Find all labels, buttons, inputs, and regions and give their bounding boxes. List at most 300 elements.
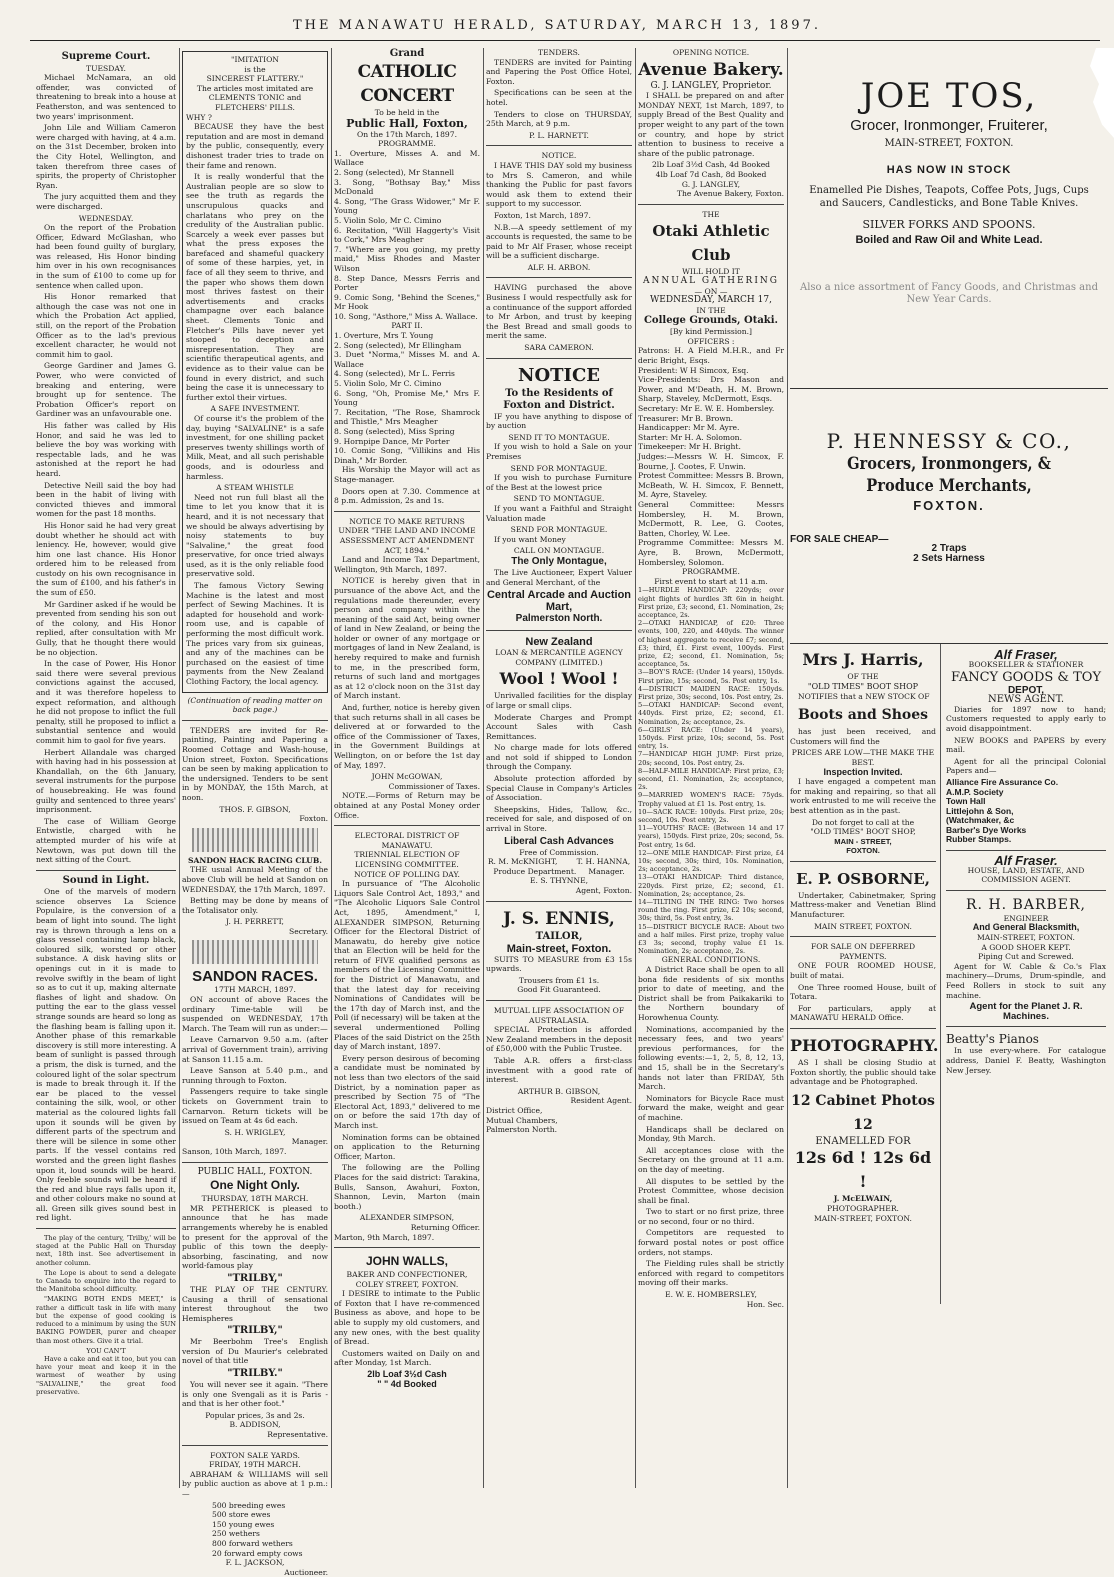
ad-text: Betting may be done by means of the Totalisator only. [182, 896, 328, 915]
signature-role: Hon. Sec. [746, 1299, 784, 1309]
shop-title: R. H. BARBER, [966, 896, 1086, 913]
spacer [790, 563, 1108, 644]
officer-line: President: W H Simcox, Esq. [638, 365, 749, 375]
column-2 [182, 48, 328, 1577]
ad-text: NEW BOOKS and PAPERS by every mail. [946, 735, 1106, 755]
horse-racing-illustration [192, 828, 318, 852]
section-title: Sound in Light. [62, 874, 150, 886]
notice-text: Foxton, 1st March, 1897. [494, 210, 591, 220]
play-title: "TRILBY," [227, 1325, 283, 1337]
condition-text: Handicaps shall be declared on Monday, 9th March. [638, 1124, 784, 1144]
section-title: Supreme Court. [61, 51, 151, 62]
ad-small: IN THE [696, 305, 726, 315]
signature-location: The Avenue Bakery, Foxton. [676, 189, 784, 199]
ad-text: If you want Money [494, 534, 566, 544]
separator [334, 1247, 480, 1248]
notice-title: TENDERS. [538, 48, 580, 57]
article-paragraph: His father was called by His Honor, and said he was led to believe the boy was working with respectable lads, and he was astonished at the report he had heard. [36, 420, 176, 478]
ad-title: MUTUAL LIFE ASSOCIATION OF AUSTRALASIA. [493, 1005, 625, 1025]
event-item: 1—HURDLE HANDICAP: 220yds; over eight flights of hurdles 3ft 6in in height. First prize, £3; second, £1. Nomination, 2s; acceptance, 2s. [638, 586, 784, 619]
programme-item: 4. Song (selected), Mr L. Ferris [334, 369, 455, 379]
ad-heading: A STEAM WHISTLE [216, 483, 294, 493]
right-subcolumn [946, 644, 1106, 1077]
notice-text: Every person desirous of becoming a candidate must be nominated by not less than two electors of the said District, by a nomination paper as prescribed by Section 75 of "The Electoral Act, 1893," delivered to me on or before the said 17th day of March inst. [334, 1053, 480, 1130]
column-4 [486, 48, 632, 1488]
event-item: 2—OTAKI HANDICAP, of £20: Three events, 100, 220, and 440yds. The winner of highest aggregate to receive £7; second, £3; third, £1. First event, 100yds. First prize, £2; second, £1. Nomination, 5s; acceptance, 5s. [638, 619, 784, 669]
programme-item: 3. Duet "Norma," Misses M. and A. Wallace [334, 350, 480, 369]
company-location: FOXTON. [913, 497, 985, 513]
notice-text: NOTICE is hereby given that in pursuance of the above Act, and the regulations made thereunder, every person and company within the meaning of the said Act, being owner of land in New Zealand, or being the holder or owner of any mortgage or mortgages of land in New Zealand, is hereby required to make and furnish to me, in the prescribed form, returns of such land and mortgages as at 12 o'clock noon on the 31st day of March instant. [334, 576, 480, 701]
programme-item: 8. Step Dance, Messrs Ferris and Porter [334, 273, 480, 293]
play-title: "TRILBY." [227, 1368, 283, 1380]
ad-text: His Worship the Mayor will act as Stage-manager. [334, 465, 480, 484]
spacer [790, 389, 1108, 429]
news-item: Have a cake and eat it too, but you can have your meat and keep it in the warmest of weather by using "SALVALINE," the great food preservative. [36, 1354, 176, 1396]
notice-big-title: NOTICE [518, 364, 600, 386]
ad-small: [By kind Permission.] [669, 327, 753, 337]
ad-text: The Live Auctioneer, Expert Valuer and General Merchant, of the [486, 567, 632, 587]
sale-item: 250 wethers [212, 1529, 260, 1539]
notice-text: And, further, notice is hereby given that such returns shall in all cases be delivered at or forwarded to the office of the Commissioner of Taxes, in the Government Buildings at Wellington, on or before the 1st day of May, 1897. [334, 703, 480, 770]
officer-line: Handicapper: Mr M. Ayre. [638, 423, 740, 433]
ad-text: I SHALL be prepared on and after MONDAY NEXT, 1st March, 1897, to supply Bread of the Best Quality and proper weight to any part of the town or country, and hope by strict attention to business to receive a share of the public patronage. [638, 91, 784, 158]
signature: SARA CAMERON. [524, 343, 594, 353]
agency-item: Littlejohn & Son, [946, 805, 1014, 816]
sale-item: 150 young ewes [212, 1519, 275, 1529]
programme-item: 2. Song (selected), Mr Stannell [334, 167, 455, 177]
condition-text: All acceptances close with the Secretary on the ground at 11 a.m. on the day of meeting. [638, 1145, 784, 1174]
concert-title: CATHOLIC CONCERT [357, 62, 457, 106]
ad-text: It is really wonderful that the Australian people are so slow to see the truth as regards the unscrupulous quacks and charlatans who prey on the credulity of the Australian public. Scarcely a week ever passes but what the press exposes the barefaced and shameful quackery of some of these harpies, yet, in face of all they seem to thrive, and the paper who shows them down most thrives fastest on their advertisements and cracks champagne over each balance sheet. Clements Tonic and Fletcher's Pills have never yet stooped to deception and misrepresentation. They are scientific therapeutical agents, and evidence as to their value can be found in every district, and such being the case it is unnecessary to further extol their virtues. [186, 172, 324, 402]
ad-subtitle: HOUSE, LAND, ESTATE, AND [967, 865, 1085, 875]
imitation-ad [182, 51, 328, 693]
shop-title: Alf Fraser, [994, 647, 1058, 663]
separator [486, 1000, 632, 1001]
signature-role: Returning Officer. [410, 1222, 480, 1232]
stock-item: Boiled and Raw Oil and White Lead. [855, 233, 1043, 246]
event-item: 8—HALF-MILE HANDICAP: First prize, £3; second, £1. Nomination, 2s; acceptance, 2s. [638, 766, 784, 792]
article-paragraph: The jury acquitted them and they were discharged. [36, 192, 176, 211]
ad-date: 17TH MARCH, 1897. [214, 985, 296, 995]
article-paragraph: John Lile and William Cameron were charged with having, at 4 a.m. on the 31st December, broken into the City Hotel, Wellington, and taken therefrom three cases of spirits, the property of Christopher Ryan. [36, 123, 176, 190]
separator [334, 511, 480, 512]
notice-text: Specifications can be seen at the hotel. [486, 88, 632, 107]
article-paragraph: Detective Neill said the boy had been in the habit of living with convicted thieves and immoral women for the past 18 months. [36, 480, 176, 519]
article-paragraph: His Honor remarked that although the case was not one in which the Probation Act applied, still, on the report of the Probation Officer as to the lad's previous excellent character, he would not commit him to gaol. [36, 292, 176, 359]
agency-item: Barber's Dye Works [946, 824, 1027, 835]
officer-line: Programme Committee: Messrs M. Ayre, B. Brown, McDermott, Hombersley, Solomon. [638, 538, 784, 567]
ad-text: AS I shall be closing Studio at Foxton shortly, the public should take advantage and be Photographed. [790, 1058, 936, 1087]
ad-text: If you wish to hold a Sale on your Premises [486, 442, 632, 461]
ad-text: Absolute protection afforded by Special Clause in Company's Articles of Association. [486, 774, 632, 803]
ad-text: THE usual Annual Meeting of the above Club will be held at Sandon on WEDNESDAY, the 17th March, 1897. [182, 865, 328, 894]
ad-address: MAIN-STREET, FOXTON. [977, 933, 1075, 943]
signature-role: Resident Agent. [570, 1096, 632, 1106]
ad-location: COLEY STREET, FOXTON. [355, 1279, 459, 1289]
ad-text: In use every-where. For catalogue address, Daniel F. Beatty, Washington New Jersey. [946, 1046, 1106, 1075]
stock-heading: HAS NOW IN STOCK [886, 164, 1012, 176]
separator [36, 870, 176, 871]
events-list [638, 586, 784, 955]
shop-title: JOE TOS, [860, 76, 1038, 116]
signature: R. M. McKNIGHT, T. H. HANNA, [487, 857, 631, 867]
programme-heading: PROGRAMME. [682, 567, 740, 577]
programme-item: 9. Comic Song, "Behind the Scenes," Mr Hook [334, 292, 480, 312]
stock-note: Also a nice assortment of Fancy Goods, and Christmas and New Year Cards. [800, 281, 1098, 305]
sale-item: 2 Sets Harness [913, 552, 985, 564]
ad-address: District Office, [486, 1105, 543, 1115]
agency-item: Rubber Stamps. [946, 834, 1012, 845]
ad-subtitle: COMMISSION AGENT. [981, 875, 1071, 885]
programme-item: 7. "Where are you going, my pretty maid," Miss Rhodes and Master Wilson [334, 244, 480, 273]
programme-item: 1. Overture, Misses A. and M. Wallace [334, 148, 480, 168]
ad-heading: FLETCHERS' PILLS. [215, 102, 295, 112]
ad-heading: CLEMENTS TONIC and [208, 93, 302, 103]
signature: ALEXANDER SIMPSON, [359, 1213, 455, 1223]
ad-subtitle: One Night Only. [210, 1178, 300, 1193]
notice-subtitle: Foxton and District. [503, 399, 615, 411]
company-title: P. HENNESSY & CO., [826, 428, 1072, 453]
condition-text: All disputes to be settled by the Protest Committee, whose decision shall be final. [638, 1176, 784, 1205]
separator [946, 850, 1106, 851]
ad-text: THE PLAY OF THE CENTURY. Causing a thrill of sensational interest throughout the two Hemispheres [182, 1284, 328, 1323]
article-paragraph: Michael McNamara, an old offender, was convicted of threatening to break into a house at Featherston, and was sentenced to two years' imprisonment. [36, 73, 176, 121]
separator [790, 861, 936, 862]
column-divider [635, 48, 636, 1488]
article-paragraph: On the report of the Probation Officer, Edward McGlashan, who had been found guilty of burglary, was released, His Honor binding him over in his own recognisances in the sum of £100 to come up for sentence when called upon. [36, 223, 176, 290]
notice-text: Nomination forms can be obtained on application to the Returning Officer, Marton. [334, 1132, 480, 1161]
signature: E. W. E. HOMBERSLEY, [665, 1290, 757, 1300]
programme-item: 10. Song, "Asthore," Miss A. Wallace. [334, 311, 478, 321]
separator [182, 1445, 328, 1446]
ad-headline: Beatty's Pianos [946, 1032, 1039, 1047]
left-subcolumn [790, 644, 939, 1223]
shop-title: Alf Fraser. [994, 853, 1058, 869]
article-paragraph: Herbert Allandale was charged with having had in his possession at Khandallah, on the 6th January, several instruments for the purpose of housebreaking. He was found guilty and sentenced to three years' imprisonment. [36, 747, 176, 815]
ad-date: WEDNESDAY, MARCH 17, [650, 295, 772, 306]
separator [638, 204, 784, 205]
ad-headline: FANCY GOODS & TOY [950, 669, 1102, 685]
notice-text: HAVING purchased the above Business I would respectfully ask for a continuance of the support afforded to Mr Arbon, and trust by keeping the Best Bread and small goods to merit the same. [486, 283, 632, 341]
notice-subtitle: TRIENNIAL ELECTION OF LICENSING COMMITTEE. [354, 850, 460, 869]
ad-subtitle: BAKER AND CONFECTIONER, [346, 1270, 468, 1280]
ad-text: BECAUSE they have the best reputation and are most in demand by the public, consequently, every dishonest trader tries to trade on their fame and renown. [186, 122, 324, 170]
tender-text: TENDERS are invited for Re-painting, Painting and Papering a Roomed Cottage and Wash-house, Union street, Foxton. Specifications can be seen by making application to the undersigned. Tenders to be sent in by MONDAY, the 15th March, at noon. [182, 725, 328, 802]
separator [182, 720, 328, 721]
ad-small: — ON — [694, 286, 728, 296]
notice-title: NOTICE. [541, 151, 577, 161]
ad-text: ON account of above Races the ordinary Time-table will be suspended on WEDNESDAY, 17th March. The Team will run as under:— [182, 995, 328, 1033]
programme-heading: PROGRAMME. [378, 139, 436, 149]
ad-text: Undertaker, Cabinetmaker, Spring Mattress-maker and Venetian Blind Manufacturer. [790, 890, 936, 920]
ad-text: WHY ? [186, 112, 212, 122]
ad-text: ONE FOUR ROOMED HOUSE, built of matai. [790, 961, 936, 981]
notice-text: N.B.—A speedy settlement of my accounts is requested, the same to be paid to Mr Alf Fraser, whose receipt will be a sufficient discharge. [486, 222, 632, 261]
ad-text: I have engaged a competent man for making and repairing, so that all work entrusted to me will receive the best attention as in the past. [790, 777, 936, 815]
event-item: 5—OTAKI HANDICAP: Second event, 440yds. First prize, £2; second, £1. Nomination, 2s; acceptance, 2s. [638, 701, 784, 726]
ad-address: Palmerston North. [486, 1125, 558, 1135]
notice-text: In pursuance of "The Alcoholic Liquors Sale Control Act, 1893," and "The Alcoholic Liquors Sale Control Act, 1895, Amendment," I, ALEXANDER SIMPSON, Returning Officer for the Electoral District of Manawatu, do hereby give notice that an Election will be held for the return of FIVE qualified persons as members of the Licensing Committee for the District of Manawatu, and that the latest day for receiving Nominations of Candidates will be the 17th day of March inst, and the Poll (if necessary) will be taken at the several undermentioned Polling Places of the said District on the 25th day of March instant, 1897. [334, 879, 480, 1052]
ad-callout: CALL ON MONTAGUE. [513, 546, 605, 556]
ad-text: If you wish to purchase Furniture of the Best at the lowest price [486, 473, 632, 492]
programme-item: 5. Violin Solo, Mr C. Cimino [334, 379, 442, 389]
signature: P. L. HARNETT. [529, 130, 589, 140]
agency-item: Alliance Fire Assurance Co. [946, 776, 1059, 787]
news-item: The play of the century, 'Trilby,' will be staged at the Public Hall on Thursday next, 18th inst. See advertisement in another column. [36, 1234, 176, 1267]
ad-address: FOXTON. [846, 846, 880, 856]
ad-text: A GOOD SHOER KEPT. [981, 942, 1071, 952]
ad-subtitle: NEWS AGENT. [988, 694, 1064, 706]
shop-title: E. P. OSBORNE, [796, 869, 930, 888]
spacer [790, 48, 1108, 76]
condition-text: Nominators for Bicycle Race must forward the make, weight and gear of machine. [638, 1093, 784, 1122]
programme-list [334, 149, 480, 322]
ad-title: Liberal Cash Advances [504, 835, 614, 847]
ad-subtitle: TAILOR, [535, 930, 583, 942]
officer-line: Patrons: H. A Field M.H.R., and Fr deric Bright, Esqs. [638, 346, 784, 366]
programme-item: 4. Song, "The Grass Widower," Mr F. Young [334, 196, 480, 216]
ad-heading: The articles most imitated are [196, 83, 314, 93]
ad-subtitle: And General Blacksmith, [972, 922, 1080, 933]
stock-list: Enamelled Pie Dishes, Teapots, Coffee Pots, Jugs, Cups and Saucers, Candlesticks, and Bone Table Knives. [809, 184, 1089, 209]
photo-title: PHOTOGRAPHY. [790, 1036, 939, 1055]
signature: J. H. PERRETT, [226, 917, 284, 927]
play-title: "TRILBY," [227, 1272, 283, 1284]
signature: G. J. LANGLEY, [681, 179, 741, 189]
ad-address: MAIN - STREET, [834, 836, 892, 846]
programme-item: 2. Song (selected), Mr Ellingham [334, 340, 462, 350]
ad-text: Leave Carnarvon 9.50 a.m. (after arrival of Government train), arriving at Sanson 11.15 a.m. [182, 1035, 328, 1064]
signature: F. L. JACKSON, [225, 1558, 285, 1568]
event-item: 10—SACK RACE: 100yds. First prize, 20s; second, 10s. Post entry, 2s. [638, 807, 784, 824]
separator [486, 277, 632, 278]
continuation-note: (Continuation of reading matter on back page.) [187, 695, 323, 715]
signature: THOS. F. GIBSON, [219, 804, 291, 814]
ad-text: For particulars, apply at MANAWATU HERALD Office. [790, 1003, 936, 1023]
ad-title: The Only Montague, [511, 555, 607, 567]
separator [946, 890, 1106, 891]
ad-address: Mutual Chambers, [486, 1115, 558, 1125]
ad-text: "OLD TIMES" BOOT SHOP, [810, 827, 916, 837]
column-1 [36, 48, 176, 1488]
column-6 [790, 48, 1108, 1488]
programme-item: 3. Song, "Bothsay Bay," Miss McDonald [334, 177, 480, 197]
separator [36, 1228, 176, 1229]
event-item: 11—YOUTHS' RACE: (Between 14 and 17 years), 150yds. First prize, 20s; second, 5s. Post entry, 1s 6d. [638, 824, 784, 849]
shop-address: MAIN-STREET, FOXTON. [884, 138, 1014, 149]
signature-role: Agent, Foxton. [575, 886, 632, 895]
article-paragraph: The case of William George Entwistle, charged with he attempted murder of his wife at Newtown, was put down till the next sitting of the Court. [36, 816, 176, 865]
event-item: 4—DISTRICT MAIDEN RACE: 150yds. First prize, 30s; second, 10s. Post entry, 2s. [638, 684, 784, 701]
ad-title: PUBLIC HALL, FOXTON. [197, 1166, 313, 1177]
sale-list [182, 1501, 328, 1559]
proprietor: G. J. LANGLEY, Proprietor. [650, 80, 772, 91]
price-line: 2lb Loaf 3½d Cash [367, 1369, 447, 1380]
ad-heading: "IMITATION [231, 55, 279, 64]
officer-line: Treasurer: Mr B. Brown. [638, 413, 734, 423]
ad-text: has just been received, and Customers will find the [790, 727, 936, 746]
programme-note: First event to start at 11 a.m. [654, 576, 768, 586]
notice-text: TENDERS are invited for Painting and Papering the Post Office Hotel, Foxton. [486, 57, 632, 86]
signature: ALF. H. ARBON. [527, 262, 591, 272]
ad-title: FOXTON SALE YARDS. [210, 1450, 300, 1460]
signature-role: Produce Department. Manager. [493, 866, 625, 876]
ad-text: Agent for W. Cable & Co.'s Flax machinery—Drums, Drum-spindle, and Feed Rollers in stock to suit any machine. [946, 961, 1106, 1000]
ad-prices: Popular prices, 3s and 2s. [205, 1410, 305, 1420]
ad-text: Mr Beerbohm Tree's English version of Du Maurier's celebrated novel of that title [182, 1337, 328, 1366]
article-paragraph: In the case of Power, His Honor said there were several previous convictions against the accused, and it was therefore hopeless to expect reformation, and although he did not propose to inflict the full penalty, still he proposed to inflict a substantial sentence and would commit him to gaol for five years. [36, 659, 176, 745]
ad-text: Piping Cut and Screwed. [978, 952, 1074, 962]
ad-text: Do not forget to call at the [811, 817, 915, 827]
ad-sub: Free of Commission. [519, 847, 599, 857]
officer-line: Protest Committee: Messrs B. Brown, McBeath, W. H. Simcox, F. Bennett, M. Ayre, Staveley. [638, 471, 784, 500]
event-item: 14—TILTING IN THE RING: Two horses round the ring. First prize, £2 10s; second, 30s; third, 5s. Post entry, 3s. [638, 898, 784, 923]
ad-text: Doors open at 7.30. Commence at 8 p.m. Admission, 2s and 1s. [334, 486, 480, 506]
officer-line: Timekeeper: Mr H. Bright. [638, 442, 741, 452]
article-paragraph: One of the marvels of modern science observes La Science Populaire, is the conversion of a beam of light into sound. The light ray is thrown through a lens on a glass vessel containing lamp black, coloured silk, worsted or other substance. A disk having slits or openings cut in it is made to revolve swiftly in the beam of light so as to cut it up, making alternate flashes of light and shadow. On putting the ear to the glass vessel strange sounds are heard so long as the flashing beam is falling upon it. Another phase of this remarkable discovery is still more interesting. A beam of sunlight is passed through a prism, the disk is turned, and the coloured light of the solar spectrum is made to break through it. If the ear be placed to the vessel containing the silk, wool, or other material as the coloured lights fall upon it sounds will be given by different parts of the spectrum and there will be silence in some other parts. If the vessel contains red worsted and the green light flashes upon it, loud sounds will be heard. Only feeble sounds will be heard if the red and blue rays falls upon it, and other colours make no sound at all. Green silk gives sound best in red light. [36, 887, 176, 1223]
ad-text: Table A.R. offers a first-class investment with a good rate of interest. [486, 1055, 632, 1085]
sale-item: 500 store ewes [212, 1510, 271, 1520]
ad-text: Of course it's the problem of the day, buying "SALVALINE" is a safe investment, for one shilling packet preserves twenty shillings worth of Milk, Meat, and all such perishable goods, and is odourless and harmless. [186, 413, 324, 481]
signature-role: Secretary. [289, 926, 328, 936]
ad-text: MR PETHERICK is pleased to announce that he has made arrangements whereby he is enabled to present for the approval of the public of this town the deeply-absorbing, fascinating, and now world-famous play [182, 1203, 328, 1271]
notice-text: Tenders to close on THURSDAY, 25th March, at 9 p.m. [486, 109, 632, 129]
notice-text: NOTE.—Forms of Return may be obtained at any Postal Money order Office. [334, 791, 480, 820]
programme-item: 9. Hornpipe Dance, Mr Porter [334, 436, 450, 446]
ad-callout: SEND TO MONTAGUE. [513, 494, 605, 504]
photo-offer: 12 Cabinet Photos 12 [791, 1092, 935, 1133]
ad-text: Agent for all the principal Colonial Papers and— [946, 756, 1106, 776]
officers-heading: OFFICERS : [687, 336, 735, 346]
ad-location: Palmerston North. [515, 613, 603, 625]
signature-location: Marton, 9th March, 1897. [334, 1232, 435, 1242]
ad-heading: SINCEREST FLATTERY." [206, 74, 304, 84]
ad-headline: Boots and Shoes [797, 707, 929, 724]
news-item: "MAKING BOTH ENDS MEET," is rather a difficult task in life with many but the expense of good cooking is reduced to a minimum by using the SUN BAKING POWDER, purer and cheaper than most others. Give it a trial. [36, 1295, 176, 1345]
ad-text: PRICES ARE LOW—THE MAKE THE BEST. [791, 748, 935, 767]
officer-line: Vice-Presidents: Drs Mason and Power, and M'Death, H. M. Brown, Sharp, Staveley, McDermott, Esqs. [638, 375, 784, 404]
sale-item: 2 Traps [931, 543, 967, 555]
ad-text: SPECIAL Protection is afforded New Zealand members in the deposit of £50,000 with the Public Trustee. [486, 1025, 632, 1054]
event-item: 13—OTAKI HANDICAP: Third distance, 220yds. First prize, £2; second, £1. Nomination, 2s; acceptance, 2s. [638, 873, 784, 898]
club-title: Otaki Athletic Club [652, 222, 770, 265]
masthead: THE MANAWATU HERALD, SATURDAY, MARCH 13, 1897. [293, 18, 821, 33]
news-heading: YOU CAN'T [86, 1346, 126, 1355]
programme-item: 6. Recitation, "Will Haggerty's Visit to Cork," Mrs Meagher [334, 225, 480, 245]
separator [790, 1028, 936, 1029]
ad-text: Sheepskins, Hides, Tallow, &c., received for sale, and disposed of on arrival in Store. [486, 804, 632, 834]
condition-text: Two to start or no first prize, three or no second, four or no third. [638, 1207, 784, 1226]
shop-title: Mrs J. Harris, [802, 650, 924, 670]
ad-text: Passengers require to take single tickets on Government train to Carnarvon. Return tickets will be issued on Team at 4s 6d each. [182, 1087, 328, 1126]
separator [486, 145, 632, 146]
stock-item: SILVER FORKS AND SPOONS. [862, 217, 1036, 231]
photo-price: 12s 6d ! 12s 6d ! [794, 1148, 932, 1192]
notice-text: I HAVE THIS DAY sold my business to Mrs S. Cameron, and while thanking the Public for past favors would ask them to extend their support to my successor. [486, 160, 632, 209]
officer-line: General Committee: Messrs Hombersley, H. M. Brown, McDermott, R. Lee, G. Cootes, Batten, Chorley, W. Lee. [638, 499, 784, 538]
ad-text: Moderate Charges and Prompt Account Sales with Cash Remittances. [486, 712, 632, 741]
signature-location: Sanson, 10th March, 1897. [182, 1146, 287, 1156]
notice-subtitle: To the Residents of [505, 387, 613, 399]
shop-subtitle: Grocer, Ironmonger, Fruiterer, [850, 117, 1048, 134]
ad-callout: SEND IT TO MONTAGUE. [508, 432, 610, 442]
ad-address: MAIN STREET, FOXTON. [814, 921, 912, 931]
ad-text: Unrivalled facilities for the display of large or small clips. [486, 691, 632, 710]
ad-address: MAIN-STREET, FOXTON. [814, 1213, 912, 1223]
concert-sub: To be held in the [374, 108, 440, 117]
ad-text: I DESIRE to intimate to the Public of Foxton that I have re-commenced Business as above, and hope to be able to supply my old customers, and any new ones, with the best quality of Bread. [334, 1289, 480, 1347]
ad-callout: SEND FOR MONTAGUE. [510, 525, 608, 535]
ad-headline: DEPOT, [1007, 684, 1045, 696]
article-paragraph: Mr Gardiner asked if he would be prevented from sending his son out of the colony, and His Honor replied, after consultation with Mr Gully, that he thought there would be no objection. [36, 599, 176, 657]
ad-text: Good Fit Guaranteed. [517, 985, 601, 995]
news-item: The Lope is about to send a delegate to Canada to enquire into the regard to the Manitoba school difficulty. [36, 1268, 176, 1294]
ad-text: Customers waited on Daily on and after Monday, 1st March. [334, 1348, 480, 1368]
agency-item: A.M.P. Society [946, 786, 1004, 797]
event-item: 15—DISTRICT BICYCLE RACE: About two and a half miles. First prize, trophy value £3 3s; second, trophy value £1 1s. Nomination, 2s; acceptance, 2s. [638, 922, 784, 956]
company-subtitle: Grocers, Ironmongers, & Produce Merchants, [847, 453, 1051, 496]
ad-headline: Agent for the Planet J. R. Machines. [969, 1001, 1083, 1022]
ad-title: SANDON RACES. [192, 968, 318, 986]
ad-title: JOHN WALLS, [365, 1254, 448, 1269]
ad-text: If you want a Faithful and Straight Valuation made [486, 503, 632, 523]
separator [182, 1162, 328, 1163]
sale-item: 20 forward empty cows [212, 1548, 303, 1558]
event-item: 7—HANDICAP HIGH JUMP: First prize, 20s; second, 10s. Post entry, 2s. [638, 750, 784, 767]
event-item: 9—MARRIED WOMEN'S RACE: 75yds. Trophy valued at £1 1s. Post entry, 1s. [638, 791, 784, 808]
ad-location: College Grounds, Otaki. [643, 315, 779, 327]
price-line: 4lb Loaf 7d Cash, 8d Booked [655, 169, 767, 179]
column-5 [638, 48, 784, 1488]
concert-date: On the 17th March, 1897. [356, 129, 458, 139]
column-divider [331, 48, 332, 1488]
ad-text: Leave Sanson at 5.40 p.m., and running through to Foxton. [182, 1066, 328, 1085]
ad-location: Main-street, Foxton. [506, 942, 612, 955]
ad-text: No charge made for lots offered and not sold if shipped to London through the Company. [486, 743, 632, 772]
separator [486, 358, 632, 359]
signature-location: Foxton. [299, 814, 328, 824]
signature: ARTHUR B. GIBSON, [517, 1086, 601, 1096]
programme-item: 8. Song (selected), Miss Spring [334, 427, 455, 436]
notice-title: ELECTORAL DISTRICT OF MANAWATU. [354, 831, 460, 850]
spacer [790, 306, 1108, 389]
programme-item: 6. Song, "Oh, Promise Me," Mrs F. Young [334, 388, 480, 408]
ad-text: Need not run full blast all the time to let you know that it is heard, and it is not necessary that we should be always advertising by noisy statements to buy "Salvaline," the great food preservative, for once tried always used, as it is the only reliable food preservative sold. [186, 492, 324, 579]
separator [486, 901, 632, 902]
agency-item: Town Hall [946, 796, 986, 807]
signature: JOHN McGOWAN, [371, 772, 443, 782]
company-name: New Zealand [525, 636, 593, 649]
separator [790, 936, 936, 937]
ad-subtitle: "OLD TIMES" BOOT SHOP [807, 681, 919, 691]
programme-item: 1. Overture, Mrs T. Young [334, 331, 434, 341]
column-divider [787, 48, 788, 1488]
notice-title: NOTICE TO MAKE RETURNS UNDER "THE LAND AND INCOME ASSESSMENT ACT AMENDMENT ACT, 1894." [338, 516, 476, 555]
bakery-title: Avenue Bakery. [638, 59, 784, 80]
ad-small: WILL HOLD IT [682, 267, 740, 277]
ad-date: THURSDAY, 18TH MARCH. [201, 1194, 309, 1204]
lower-section [790, 644, 1108, 1304]
programme-list [334, 331, 480, 465]
train-illustration [192, 940, 318, 964]
signature-role: Manager. [291, 1137, 328, 1147]
notice-subtitle: NOTICE OF POLLING DAY. [354, 869, 460, 879]
ad-text: ABRAHAM & WILLIAMS will sell by public auction as above at 1 p.m.:— [182, 1469, 328, 1498]
article-paragraph: George Gardiner and James G. Power, who were convicted of breaking and entering, were brought up for sentence. The Probation Officer's report on Gardiner was an unfavourable one. [36, 361, 176, 419]
ad-subtitle: BOOKSELLER & STATIONER [968, 659, 1084, 669]
programme-item: 7. Recitation, "The Rose, Shamrock and Thistle," Mrs Meagher [334, 407, 480, 427]
officer-line: Secretary: Mr E. W. E. Hombersley. [638, 404, 775, 414]
